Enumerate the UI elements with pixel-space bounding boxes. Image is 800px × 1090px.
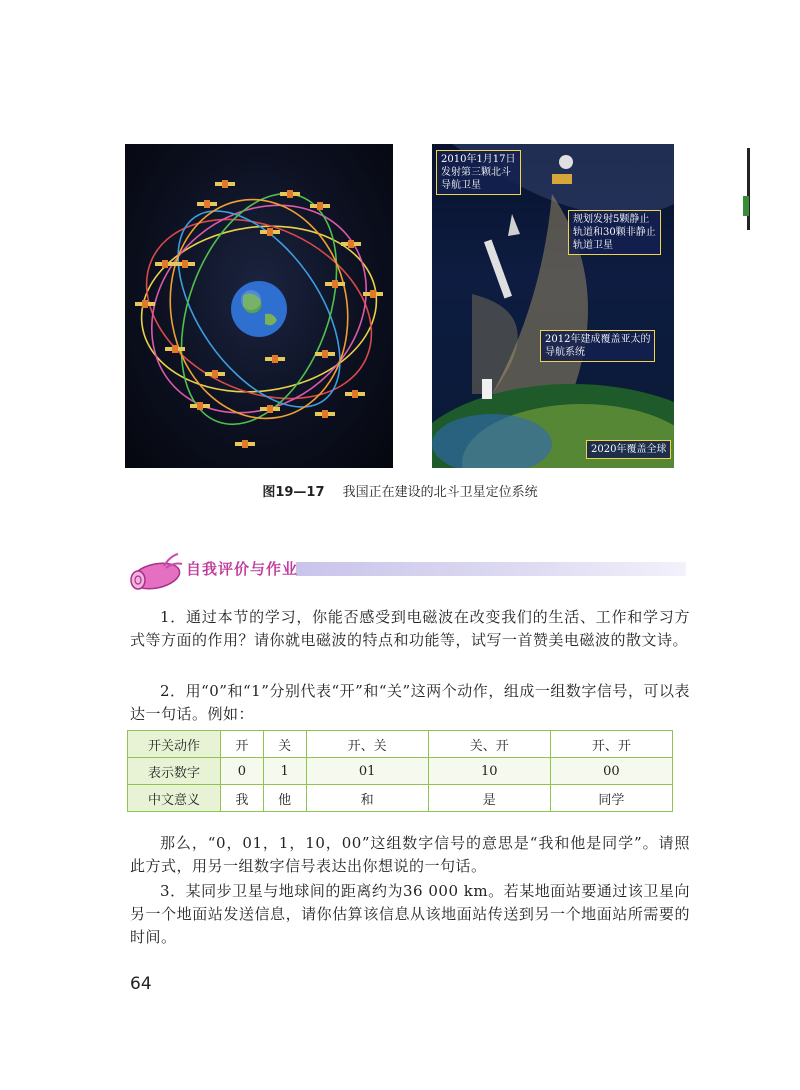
- table-row-label: 表示数字: [128, 758, 221, 785]
- table-cell: 0: [221, 758, 264, 785]
- annotation-asia-pacific-2012: 2012年建成覆盖亚太的 导航系统: [540, 330, 655, 362]
- table-cell: 是: [428, 785, 550, 812]
- satellite-icon: [155, 260, 175, 268]
- table-row: [128, 785, 673, 812]
- satellite-icon: [315, 410, 335, 418]
- satellite-icon: [265, 355, 285, 363]
- satellite-constellation-image: [125, 144, 393, 468]
- constellation-illustration: [125, 144, 393, 468]
- satellite-icon: [190, 402, 210, 410]
- table-cell: 关: [263, 731, 306, 758]
- satellite-icon: [280, 190, 300, 198]
- page-number: 64: [130, 974, 152, 994]
- question-2: 2．用“0”和“1”分别代表“开”和“关”这两个动作，组成一组数字信号，可以表达一句话。例如：: [130, 682, 690, 723]
- table-cell: 开、关: [306, 731, 428, 758]
- table-cell: 1: [263, 758, 306, 785]
- satellite-icon: [197, 200, 217, 208]
- table-row: [128, 731, 673, 758]
- table-cell: 开、开: [550, 731, 672, 758]
- annotation-plan-35: 规划发射5颗静止 轨道和30颗非静止 轨道卫星: [568, 210, 661, 255]
- table-cell: 00: [550, 758, 672, 785]
- satellite-icon: [135, 300, 155, 308]
- question-3: 3．某同步卫星与地球间的距离约为36 000 km。若某地面站要通过该卫星向另一个地面站发送信息，请你估算该信息从该地面站传送到另一个地面站所需要的时间。: [130, 882, 690, 946]
- question-2-followup: 那么，“0，01，1，10，00”这组数字信号的意思是“我和他是同学”。请照此方式，用另一组数字信号表达出你想说的一句话。: [130, 834, 690, 875]
- question-1: 1．通过本节的学习，你能否感受到电磁波在改变我们的生活、工作和学习方式等方面的作用？请你就电磁波的特点和功能等，试写一首赞美电磁波的散文诗。: [130, 608, 690, 649]
- table-cell: 01: [306, 758, 428, 785]
- table-row-label: 开关动作: [128, 731, 221, 758]
- table-cell: 我: [221, 785, 264, 812]
- figure-caption: [0, 481, 800, 500]
- section-header: [126, 548, 686, 592]
- table-cell: 10: [428, 758, 550, 785]
- section-header-bar: [296, 562, 686, 576]
- annotation-launch-2010: 2010年1月17日 发射第三颗北斗 导航卫星: [436, 150, 521, 195]
- page-edge-marker-green: [743, 196, 749, 216]
- signal-table: [127, 730, 673, 812]
- satellite-icon: [325, 280, 345, 288]
- scroll-icon: [126, 548, 186, 592]
- satellite-icon: [235, 440, 255, 448]
- section-title: 自我评价与作业: [186, 560, 299, 578]
- table-row: [128, 758, 673, 785]
- page-edge-marker: [747, 148, 750, 230]
- table-row-label: 中文意义: [128, 785, 221, 812]
- table-cell: 关、开: [428, 731, 550, 758]
- beidou-plan-image: [432, 144, 674, 468]
- satellite-icon: [205, 370, 225, 378]
- figure-caption-text: 我国正在建设的北斗卫星定位系统: [342, 485, 538, 500]
- table-cell: 他: [263, 785, 306, 812]
- figure-caption-number: 图19—17: [262, 485, 325, 500]
- satellite-icon: [215, 180, 235, 188]
- satellite-icon: [345, 390, 365, 398]
- table-cell: 同学: [550, 785, 672, 812]
- table-cell: 开: [221, 731, 264, 758]
- annotation-global-2020: 2020年覆盖全球: [586, 440, 671, 459]
- table-cell: 和: [306, 785, 428, 812]
